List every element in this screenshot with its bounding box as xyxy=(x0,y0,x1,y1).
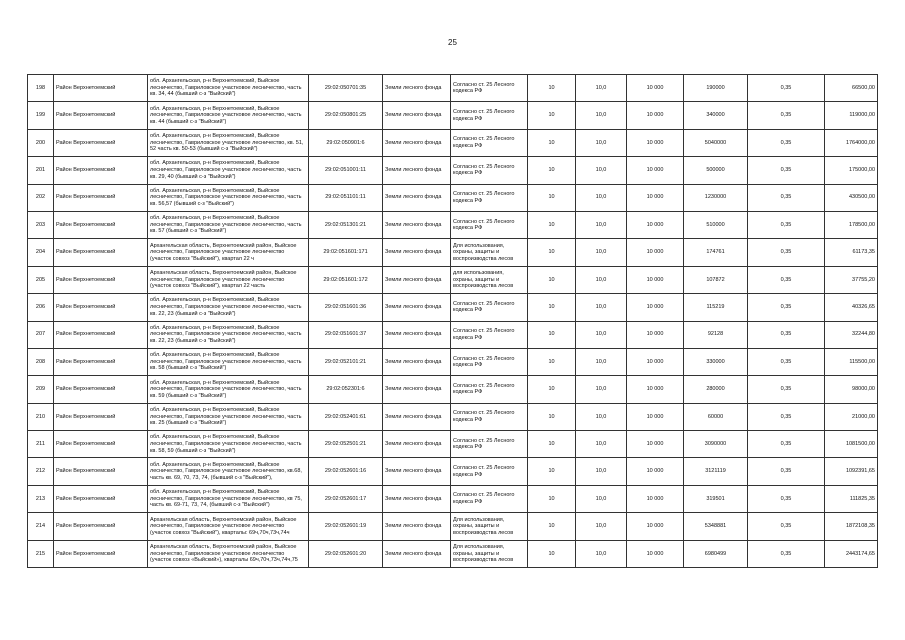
value-cell: 10,0 xyxy=(576,266,627,293)
value-cell: 10 xyxy=(528,239,576,266)
land-category-cell: Земли лесного фонда xyxy=(383,485,451,512)
value-cell: 10,0 xyxy=(576,157,627,184)
district-cell: Район Верхнетоемский xyxy=(54,102,148,129)
cadastral-number-cell: 29:02:052101:21 xyxy=(309,348,383,375)
value-cell: 10 xyxy=(528,403,576,430)
permitted-use-cell: Согласно ст. 25 Лесного кодекса РФ xyxy=(451,403,528,430)
land-category-cell: Земли лесного фонда xyxy=(383,431,451,458)
value-cell: 10 xyxy=(528,513,576,540)
row-number-cell: 203 xyxy=(28,211,54,238)
sum-cell: 21000,00 xyxy=(825,403,878,430)
permitted-use-cell: Согласно ст. 25 Лесного кодекса РФ xyxy=(451,211,528,238)
table-row xyxy=(28,458,878,485)
cadastral-number-cell: 29:02:050701:35 xyxy=(309,75,383,102)
value-cell: 10,0 xyxy=(576,540,627,567)
row-number-cell: 199 xyxy=(28,102,54,129)
district-cell: Район Верхнетоемский xyxy=(54,294,148,321)
value-cell: 10 000 xyxy=(627,75,684,102)
permitted-use-cell: Для использования, охраны, защиты и воспроизводства лесов xyxy=(451,540,528,567)
permitted-use-cell: Согласно ст. 25 Лесного кодекса РФ xyxy=(451,129,528,156)
value-cell: 10 xyxy=(528,294,576,321)
rate-cell: 0,35 xyxy=(748,211,825,238)
sum-cell: 2443174,65 xyxy=(825,540,878,567)
area-cell: 5348881 xyxy=(684,513,748,540)
district-cell: Район Верхнетоемский xyxy=(54,157,148,184)
location-cell: обл. Архангельская, р-н Верхнетоемский, Выйское лесничество, Гавриловское участковое лесничество, часть кв. 58 (бывший с-з "Выйский") xyxy=(148,348,309,375)
value-cell: 10,0 xyxy=(576,184,627,211)
area-cell: 190000 xyxy=(684,75,748,102)
permitted-use-cell: Согласно ст. 25 Лесного кодекса РФ xyxy=(451,431,528,458)
rate-cell: 0,35 xyxy=(748,348,825,375)
rate-cell: 0,35 xyxy=(748,129,825,156)
value-cell: 10,0 xyxy=(576,403,627,430)
value-cell: 10 xyxy=(528,102,576,129)
table-row xyxy=(28,431,878,458)
rate-cell: 0,35 xyxy=(748,431,825,458)
permitted-use-cell: Согласно ст. 25 Лесного кодекса РФ xyxy=(451,75,528,102)
table-row xyxy=(28,102,878,129)
value-cell: 10,0 xyxy=(576,129,627,156)
sum-cell: 32244,80 xyxy=(825,321,878,348)
permitted-use-cell: Согласно ст. 25 Лесного кодекса РФ xyxy=(451,184,528,211)
district-cell: Район Верхнетоемский xyxy=(54,75,148,102)
row-number-cell: 210 xyxy=(28,403,54,430)
row-number-cell: 198 xyxy=(28,75,54,102)
permitted-use-cell: Согласно ст. 25 Лесного кодекса РФ xyxy=(451,157,528,184)
permitted-use-cell: Согласно ст. 25 Лесного кодекса РФ xyxy=(451,458,528,485)
district-cell: Район Верхнетоемский xyxy=(54,376,148,403)
value-cell: 10 xyxy=(528,184,576,211)
row-number-cell: 213 xyxy=(28,485,54,512)
location-cell: обл. Архангельская, р-н Верхнетоемский, Выйское лесничество, Гавриловское участковое лесничество, часть кв. 22, 23 (бывший с-з "Выйский") xyxy=(148,294,309,321)
cadastral-number-cell: 29:02:051601:37 xyxy=(309,321,383,348)
cadastral-number-cell: 29:02:051301:21 xyxy=(309,211,383,238)
cadastral-number-cell: 29:02:052601:17 xyxy=(309,485,383,512)
sum-cell: 98000,00 xyxy=(825,376,878,403)
location-cell: обл. Архангельская, р-н Верхнетоемский, Выйское лесничество, Гавриловское участковое лесничество, часть кв. 58, 59 (бывший с-з "Выйский") xyxy=(148,431,309,458)
value-cell: 10 000 xyxy=(627,129,684,156)
value-cell: 10 000 xyxy=(627,294,684,321)
value-cell: 10 000 xyxy=(627,102,684,129)
area-cell: 115219 xyxy=(684,294,748,321)
sum-cell: 37755,20 xyxy=(825,266,878,293)
table-row xyxy=(28,157,878,184)
location-cell: обл. Архангельская, р-н Верхнетоемский, Выйское лесничество, Гавриловское участковое лесничество, часть кв. 25 (бывший с-з "Выйский") xyxy=(148,403,309,430)
land-category-cell: Земли лесного фонда xyxy=(383,458,451,485)
land-category-cell: Земли лесного фонда xyxy=(383,75,451,102)
value-cell: 10,0 xyxy=(576,376,627,403)
table-row xyxy=(28,266,878,293)
land-category-cell: Земли лесного фонда xyxy=(383,102,451,129)
land-category-cell: Земли лесного фонда xyxy=(383,266,451,293)
cadastral-number-cell: 29:02:050901:6 xyxy=(309,129,383,156)
cadastral-number-cell: 29:02:052301:6 xyxy=(309,376,383,403)
permitted-use-cell: Для использования, охраны, защиты и воспроизводства лесов xyxy=(451,513,528,540)
page-number: 25 xyxy=(448,38,457,47)
land-category-cell: Земли лесного фонда xyxy=(383,211,451,238)
district-cell: Район Верхнетоемский xyxy=(54,321,148,348)
area-cell: 340000 xyxy=(684,102,748,129)
value-cell: 10,0 xyxy=(576,211,627,238)
location-cell: Архангельская область, Верхнетоемский район, Выйское лесничество, Гавриловское участковое лесничество (участок совхоз "Выйский"), квартал 22 ч xyxy=(148,239,309,266)
permitted-use-cell: Согласно ст. 25 Лесного кодекса РФ xyxy=(451,485,528,512)
cadastral-number-cell: 29:02:051601:171 xyxy=(309,239,383,266)
area-cell: 1230000 xyxy=(684,184,748,211)
table-row xyxy=(28,239,878,266)
table-row xyxy=(28,513,878,540)
permitted-use-cell: Согласно ст. 25 Лесного кодекса РФ xyxy=(451,348,528,375)
location-cell: обл. Архангельская, р-н Верхнетоемский, Выйское лесничество, Гавриловское участковое лесничество, кв.68, часть кв. 69, 70, 73, 74, (бывший с-з "Выйский"), xyxy=(148,458,309,485)
rate-cell: 0,35 xyxy=(748,376,825,403)
sum-cell: 61173,35 xyxy=(825,239,878,266)
value-cell: 10 xyxy=(528,485,576,512)
area-cell: 3121119 xyxy=(684,458,748,485)
location-cell: обл. Архангельская, р-н Верхнетоемский, Выйское лесничество, Гавриловское участковое лесничество, часть кв. 59 (бывший с-з "Выйский") xyxy=(148,376,309,403)
value-cell: 10,0 xyxy=(576,321,627,348)
cadastral-number-cell: 29:02:051101:11 xyxy=(309,184,383,211)
cadastral-number-cell: 29:02:052601:16 xyxy=(309,458,383,485)
rate-cell: 0,35 xyxy=(748,157,825,184)
rate-cell: 0,35 xyxy=(748,403,825,430)
cadastral-number-cell: 29:02:050801:25 xyxy=(309,102,383,129)
value-cell: 10,0 xyxy=(576,485,627,512)
sum-cell: 111825,35 xyxy=(825,485,878,512)
value-cell: 10 000 xyxy=(627,184,684,211)
table-row xyxy=(28,403,878,430)
value-cell: 10 xyxy=(528,376,576,403)
value-cell: 10,0 xyxy=(576,102,627,129)
value-cell: 10 000 xyxy=(627,239,684,266)
value-cell: 10,0 xyxy=(576,513,627,540)
table-row xyxy=(28,294,878,321)
rate-cell: 0,35 xyxy=(748,102,825,129)
rate-cell: 0,35 xyxy=(748,485,825,512)
land-category-cell: Земли лесного фонда xyxy=(383,157,451,184)
area-cell: 107872 xyxy=(684,266,748,293)
sum-cell: 115500,00 xyxy=(825,348,878,375)
cadastral-number-cell: 29:02:051601:36 xyxy=(309,294,383,321)
cadastral-number-cell: 29:02:052501:21 xyxy=(309,431,383,458)
district-cell: Район Верхнетоемский xyxy=(54,129,148,156)
table-row xyxy=(28,321,878,348)
area-cell: 280000 xyxy=(684,376,748,403)
value-cell: 10 000 xyxy=(627,376,684,403)
rate-cell: 0,35 xyxy=(748,321,825,348)
cadastral-number-cell: 29:02:052601:20 xyxy=(309,540,383,567)
value-cell: 10 xyxy=(528,321,576,348)
district-cell: Район Верхнетоемский xyxy=(54,458,148,485)
rate-cell: 0,35 xyxy=(748,75,825,102)
district-cell: Район Верхнетоемский xyxy=(54,540,148,567)
area-cell: 330000 xyxy=(684,348,748,375)
sum-cell: 430500,00 xyxy=(825,184,878,211)
district-cell: Район Верхнетоемский xyxy=(54,431,148,458)
row-number-cell: 205 xyxy=(28,266,54,293)
value-cell: 10 xyxy=(528,431,576,458)
value-cell: 10 000 xyxy=(627,458,684,485)
value-cell: 10 xyxy=(528,157,576,184)
value-cell: 10 000 xyxy=(627,513,684,540)
rate-cell: 0,35 xyxy=(748,266,825,293)
value-cell: 10,0 xyxy=(576,75,627,102)
permitted-use-cell: для использования, охраны, защиты и воспроизводства лесов xyxy=(451,266,528,293)
cadastral-number-cell: 29:02:052401:61 xyxy=(309,403,383,430)
district-cell: Район Верхнетоемский xyxy=(54,348,148,375)
cadastral-number-cell: 29:02:051001:11 xyxy=(309,157,383,184)
value-cell: 10 xyxy=(528,540,576,567)
cadastral-number-cell: 29:02:051601:172 xyxy=(309,266,383,293)
value-cell: 10,0 xyxy=(576,431,627,458)
table-row xyxy=(28,184,878,211)
location-cell: обл. Архангельская, р-н Верхнетоемский, Выйское лесничество, Гавриловское участковое лесничество, кв 75, часть кв. 69-71, 73, 74, (бывший с-з "Выйский") xyxy=(148,485,309,512)
value-cell: 10 000 xyxy=(627,431,684,458)
permitted-use-cell: Согласно ст. 25 Лесного кодекса РФ xyxy=(451,321,528,348)
row-number-cell: 200 xyxy=(28,129,54,156)
location-cell: обл. Архангельская, р-н Верхнетоемский, Выйское лесничество, Гавриловское участковое лесничество, часть кв. 44 (бывший с-з "Выйский") xyxy=(148,102,309,129)
permitted-use-cell: Согласно ст. 25 Лесного кодекса РФ xyxy=(451,376,528,403)
value-cell: 10 000 xyxy=(627,211,684,238)
value-cell: 10 000 xyxy=(627,348,684,375)
land-category-cell: Земли лесного фонда xyxy=(383,540,451,567)
sum-cell: 1092391,65 xyxy=(825,458,878,485)
value-cell: 10 xyxy=(528,348,576,375)
table-row xyxy=(28,211,878,238)
value-cell: 10 xyxy=(528,129,576,156)
value-cell: 10 000 xyxy=(627,266,684,293)
location-cell: обл. Архангельская, р-н Верхнетоемский, Выйское лесничество, Гавриловское участковое лесничество, часть кв. 22, 23 (бывший с-з "Выйский") xyxy=(148,321,309,348)
value-cell: 10 000 xyxy=(627,157,684,184)
area-cell: 319501 xyxy=(684,485,748,512)
row-number-cell: 214 xyxy=(28,513,54,540)
value-cell: 10 xyxy=(528,266,576,293)
land-category-cell: Земли лесного фонда xyxy=(383,348,451,375)
sum-cell: 40326,65 xyxy=(825,294,878,321)
rate-cell: 0,35 xyxy=(748,540,825,567)
area-cell: 60000 xyxy=(684,403,748,430)
row-number-cell: 207 xyxy=(28,321,54,348)
rate-cell: 0,35 xyxy=(748,513,825,540)
value-cell: 10,0 xyxy=(576,458,627,485)
area-cell: 5040000 xyxy=(684,129,748,156)
location-cell: Архангельская область, Верхнетоемский район, Выйское лесничество, Гавриловское участковое лесничество (участок совхоз "Выйский"), кварталы: 69ч,70ч,73ч,74ч xyxy=(148,513,309,540)
land-category-cell: Земли лесного фонда xyxy=(383,376,451,403)
rate-cell: 0,35 xyxy=(748,458,825,485)
rate-cell: 0,35 xyxy=(748,239,825,266)
permitted-use-cell: Для использования, охраны, защиты и воспроизводства лесов xyxy=(451,239,528,266)
row-number-cell: 211 xyxy=(28,431,54,458)
value-cell: 10 xyxy=(528,75,576,102)
district-cell: Район Верхнетоемский xyxy=(54,485,148,512)
table-row xyxy=(28,540,878,567)
sum-cell: 66500,00 xyxy=(825,75,878,102)
land-category-cell: Земли лесного фонда xyxy=(383,321,451,348)
land-category-cell: Земли лесного фонда xyxy=(383,239,451,266)
table-row xyxy=(28,129,878,156)
land-register-table xyxy=(27,74,878,568)
value-cell: 10 000 xyxy=(627,321,684,348)
sum-cell: 119000,00 xyxy=(825,102,878,129)
row-number-cell: 201 xyxy=(28,157,54,184)
area-cell: 92128 xyxy=(684,321,748,348)
location-cell: Архангельская область, Верхнетоемский район, Выйское лесничество, Гавриловское участковое лесничество (участок совхоз «Выйский»), кварталы 69ч,70ч,73ч,74ч,75 xyxy=(148,540,309,567)
value-cell: 10 xyxy=(528,458,576,485)
location-cell: Архангельская область, Верхнетоемский район, Выйское лесничество, Гавриловское участковое лесничество (участок совхоз "Выйский"), квартал 22 часть xyxy=(148,266,309,293)
cadastral-number-cell: 29:02:052601:19 xyxy=(309,513,383,540)
value-cell: 10,0 xyxy=(576,239,627,266)
value-cell: 10,0 xyxy=(576,348,627,375)
permitted-use-cell: Согласно ст. 25 Лесного кодекса РФ xyxy=(451,294,528,321)
location-cell: обл. Архангельская, р-н Верхнетоемский, Выйское лесничество, Гавриловское участковое лесничество, часть кв. 57 (бывший с-з "Выйский") xyxy=(148,211,309,238)
row-number-cell: 209 xyxy=(28,376,54,403)
value-cell: 10 000 xyxy=(627,540,684,567)
row-number-cell: 206 xyxy=(28,294,54,321)
permitted-use-cell: Согласно ст. 25 Лесного кодекса РФ xyxy=(451,102,528,129)
land-category-cell: Земли лесного фонда xyxy=(383,294,451,321)
row-number-cell: 215 xyxy=(28,540,54,567)
area-cell: 6980499 xyxy=(684,540,748,567)
rate-cell: 0,35 xyxy=(748,184,825,211)
area-cell: 510000 xyxy=(684,211,748,238)
row-number-cell: 202 xyxy=(28,184,54,211)
sum-cell: 1764000,00 xyxy=(825,129,878,156)
land-category-cell: Земли лесного фонда xyxy=(383,403,451,430)
value-cell: 10,0 xyxy=(576,294,627,321)
district-cell: Район Верхнетоемский xyxy=(54,184,148,211)
location-cell: обл. Архангельская, р-н Верхнетоемский, Выйское лесничество, Гавриловское участковое лесничество, часть кв. 56,57 (бывший с-з "Выйский") xyxy=(148,184,309,211)
rate-cell: 0,35 xyxy=(748,294,825,321)
table-row xyxy=(28,348,878,375)
table-row xyxy=(28,376,878,403)
district-cell: Район Верхнетоемский xyxy=(54,403,148,430)
sum-cell: 1872108,35 xyxy=(825,513,878,540)
land-category-cell: Земли лесного фонда xyxy=(383,184,451,211)
area-cell: 3090000 xyxy=(684,431,748,458)
location-cell: обл. Архангельская, р-н Верхнетоемский, Выйское лесничество, Гавриловское участковое лесничество, часть кв. 29, 40 (бывший с-з "Выйский") xyxy=(148,157,309,184)
area-cell: 500000 xyxy=(684,157,748,184)
land-category-cell: Земли лесного фонда xyxy=(383,129,451,156)
district-cell: Район Верхнетоемский xyxy=(54,513,148,540)
table-row xyxy=(28,75,878,102)
sum-cell: 1081500,00 xyxy=(825,431,878,458)
district-cell: Район Верхнетоемский xyxy=(54,266,148,293)
row-number-cell: 208 xyxy=(28,348,54,375)
land-category-cell: Земли лесного фонда xyxy=(383,513,451,540)
value-cell: 10 xyxy=(528,211,576,238)
sum-cell: 178500,00 xyxy=(825,211,878,238)
sum-cell: 175000,00 xyxy=(825,157,878,184)
district-cell: Район Верхнетоемский xyxy=(54,211,148,238)
value-cell: 10 000 xyxy=(627,485,684,512)
table-row xyxy=(28,485,878,512)
row-number-cell: 212 xyxy=(28,458,54,485)
location-cell: обл. Архангельская, р-н Верхнетоемский, Выйское лесничество, Гавриловское участковое лесничество, кв. 51, 52 часть кв. 50-53 (бывший с-з "Выйский") xyxy=(148,129,309,156)
location-cell: обл. Архангельская, р-н Верхнетоемский, Выйское лесничество, Гавриловское участковое лесничество, часть кв. 34, 44 (бывший с-з "Выйский") xyxy=(148,75,309,102)
district-cell: Район Верхнетоемский xyxy=(54,239,148,266)
value-cell: 10 000 xyxy=(627,403,684,430)
area-cell: 174761 xyxy=(684,239,748,266)
row-number-cell: 204 xyxy=(28,239,54,266)
